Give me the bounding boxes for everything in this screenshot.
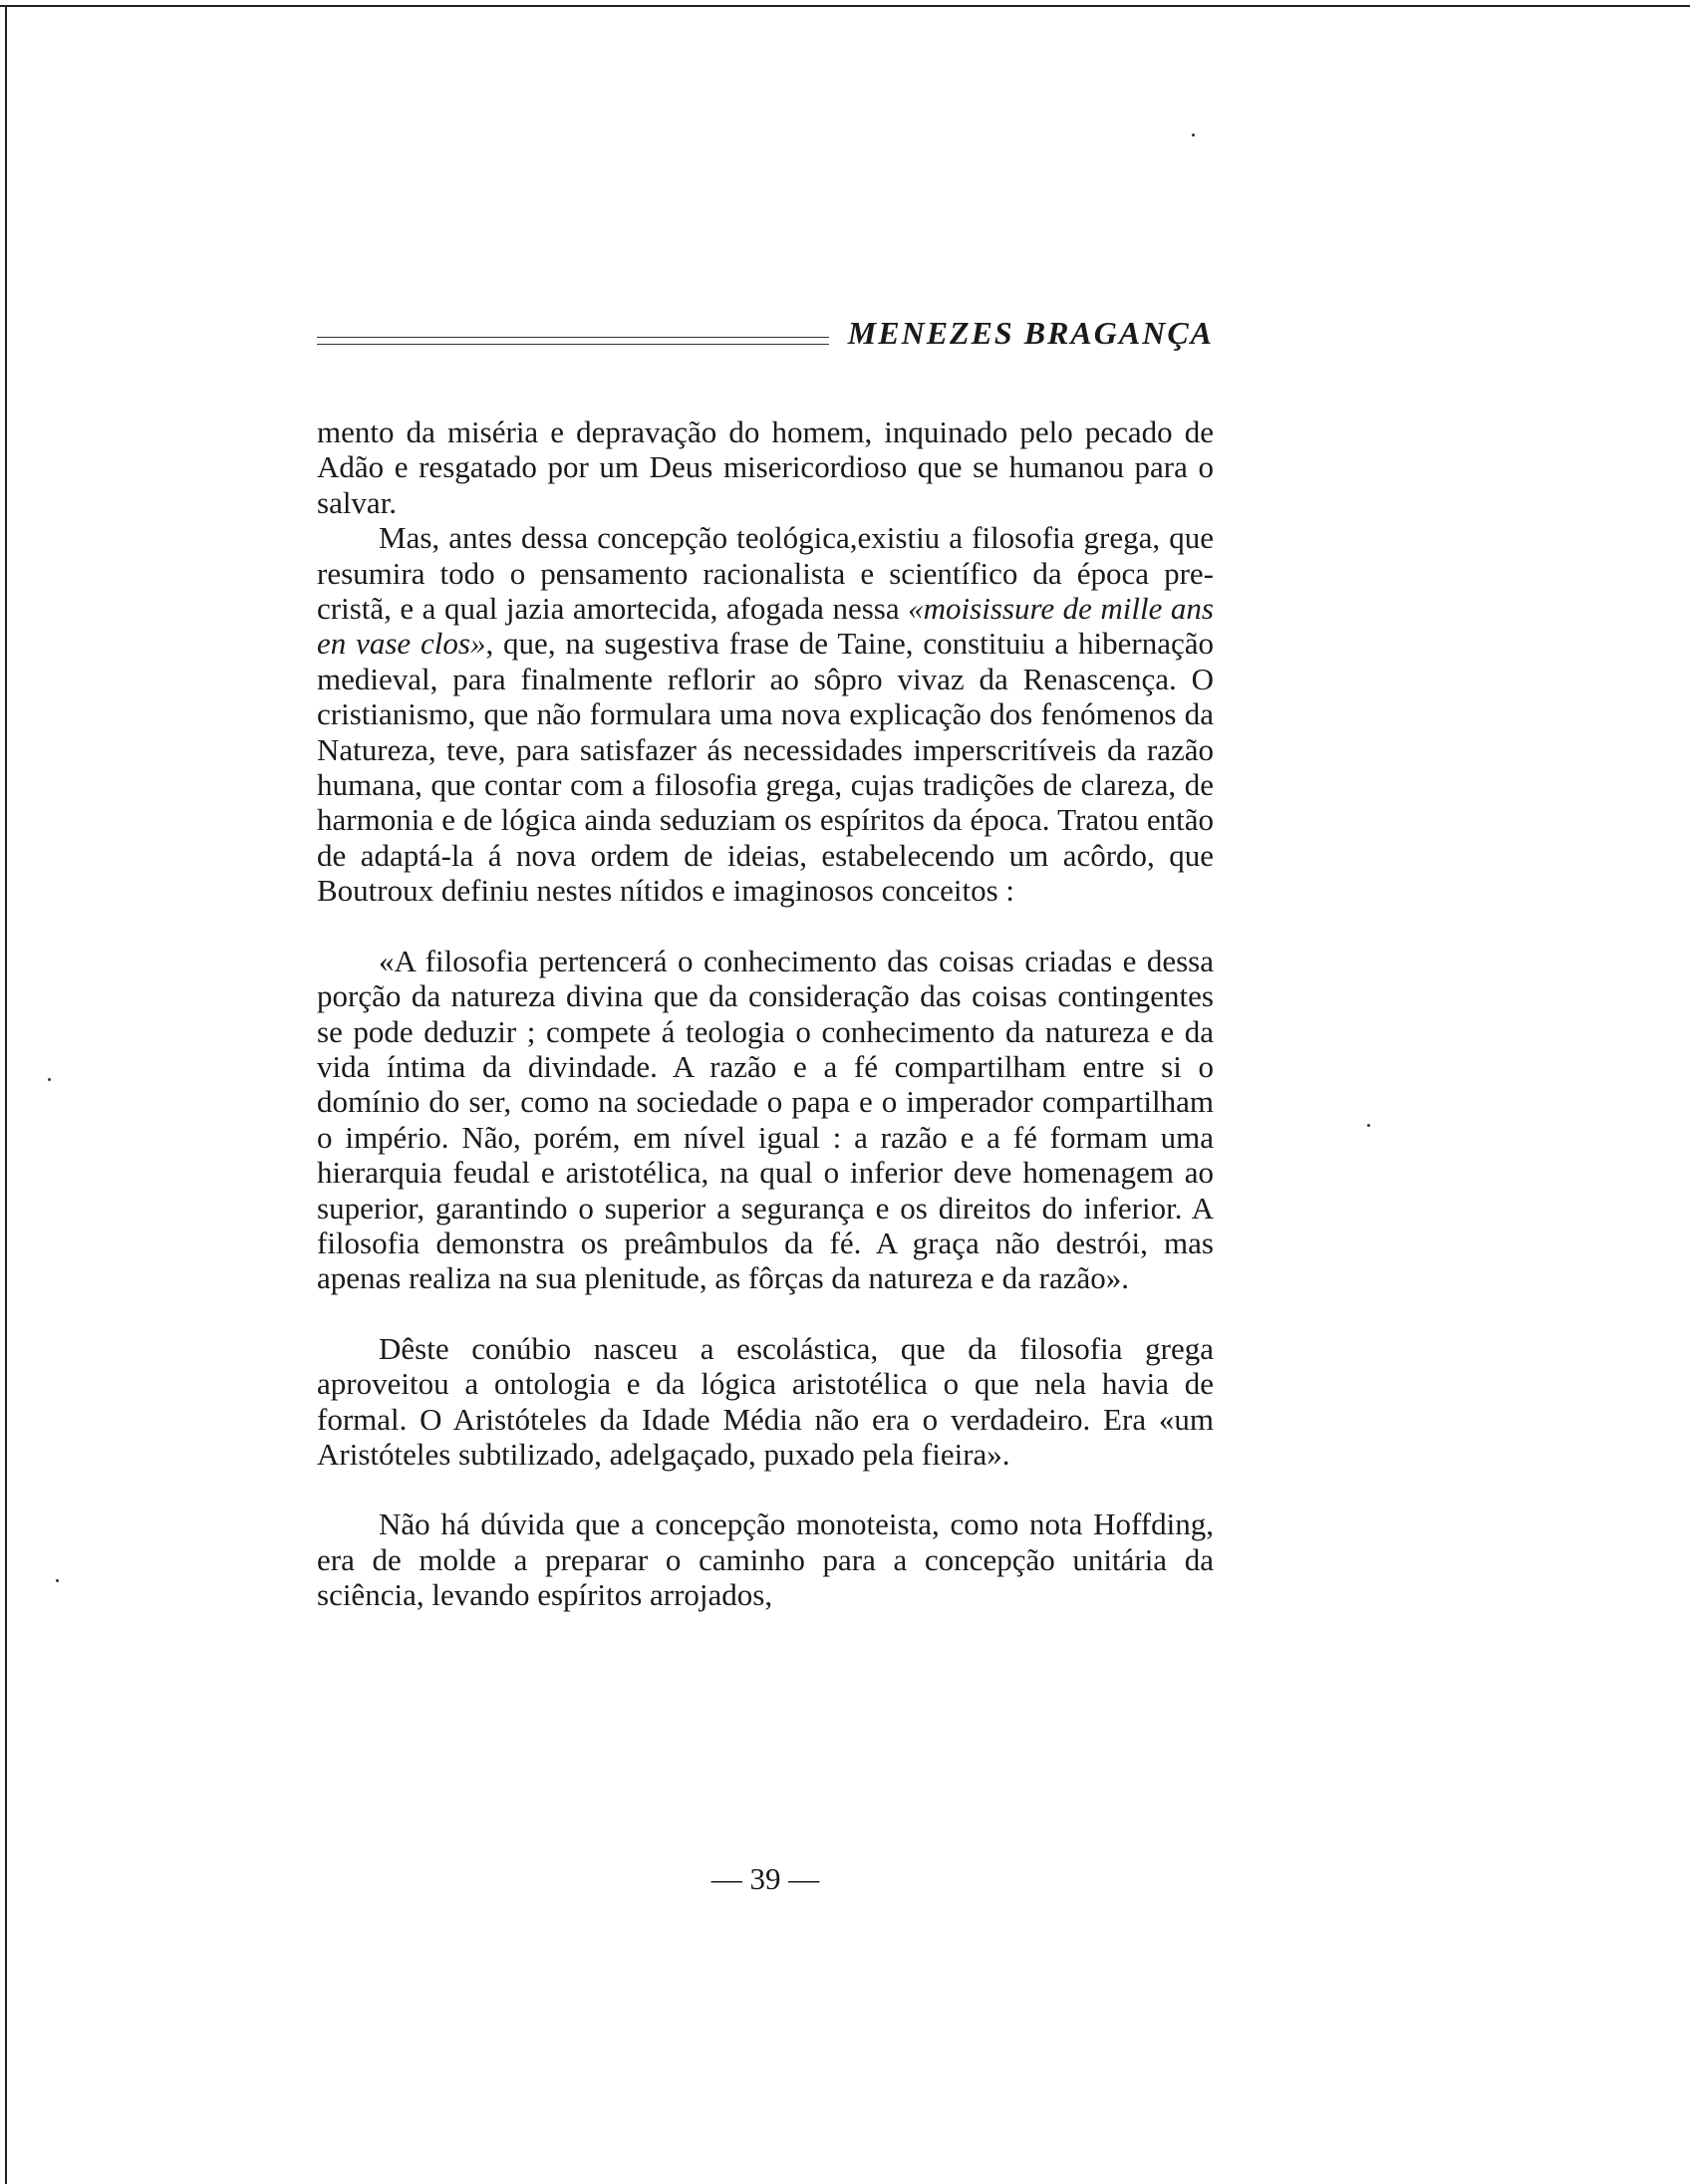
scan-speck: [48, 1078, 51, 1081]
body-text: [317, 414, 1214, 1613]
scan-border-top: [0, 5, 1690, 7]
header-rule: [317, 337, 829, 345]
paragraph-2: [317, 520, 1214, 908]
running-header: [317, 315, 1214, 359]
scan-border-left: [5, 5, 7, 2184]
paragraph-2-start: Mas, antes dessa concepção teológica,existiu a filosofia grega, que resumira todo o pensamento racionalista e scientífico da época pre-cristã, e a qual jazia amortecida, afogada nessa: [317, 520, 1214, 627]
paragraph-3: Dêste conúbio nasceu a escolástica, que da filosofia grega aproveitou a ontologia e da lógica aristotélica o que nela havia de formal. O Aristóteles da Idade Média não era o verdadeiro. Era «um Aristóteles subtilizado, adelgaçado, puxado pela fieira».: [317, 1330, 1214, 1472]
paragraph-2-italic-quote: «moisissure de mille ans en vase clos»: [317, 591, 1214, 662]
paragraph-1: mento da miséria e depravação do homem, inquinado pelo pecado de Adão e resgatado por um Deus misericordioso que se humanou para o salvar.: [317, 414, 1214, 520]
scan-speck: [56, 1579, 59, 1582]
paragraph-2-end: , que, na sugestiva frase de Taine, constituiu a hibernação medieval, para finalmente reflorir ao sôpro vivaz da Renascença. O cristianismo, que não formulara uma nova explicação dos fenómenos da Natureza, teve, para satisfazer ás necessidades imperscritíveis da razão humana, que contar com a filosofia grega, cujas tradições de clareza, de harmonia e de lógica ainda seduziam os espíritos da época. Tratou então de adaptá-la á nova ordem de ideias, estabelecendo um acôrdo, que Boutroux definiu nestes nítidos e imaginosos conceitos :: [317, 626, 1215, 909]
scan-speck: [1192, 134, 1195, 136]
scan-speck: [1367, 1124, 1370, 1127]
block-quote: «A filosofia pertencerá o conhecimento das coisas criadas e dessa porção da natureza divina que da consideração das coisas contingentes se pode deduzir ; compete á teologia o conhecimento da natureza e da vida íntima da divindade. A razão e a fé compartilham entre si o domínio do ser, como na sociedade o papa e o imperador compartilham o império. Não, porém, em nível igual : a razão e a fé formam uma hierarquia feudal e aristotélica, na qual o inferior deve homenagem ao superior, garantindo o superior a segurança e os direitos do inferior. A filosofia demonstra os preâmbulos da fé. A graça não destrói, mas apenas realiza na sua plenitude, as fôrças da natureza e da razão».: [317, 943, 1214, 1296]
page-number: — 39 —: [710, 1861, 820, 1896]
running-header-title: MENEZES BRAGANÇA: [847, 315, 1214, 351]
paragraph-4: Não há dúvida que a concepção monoteista, como nota Hoffding, era de molde a preparar o caminho para a concepção unitária da sciência, levando espíritos arrojados,: [317, 1506, 1214, 1613]
